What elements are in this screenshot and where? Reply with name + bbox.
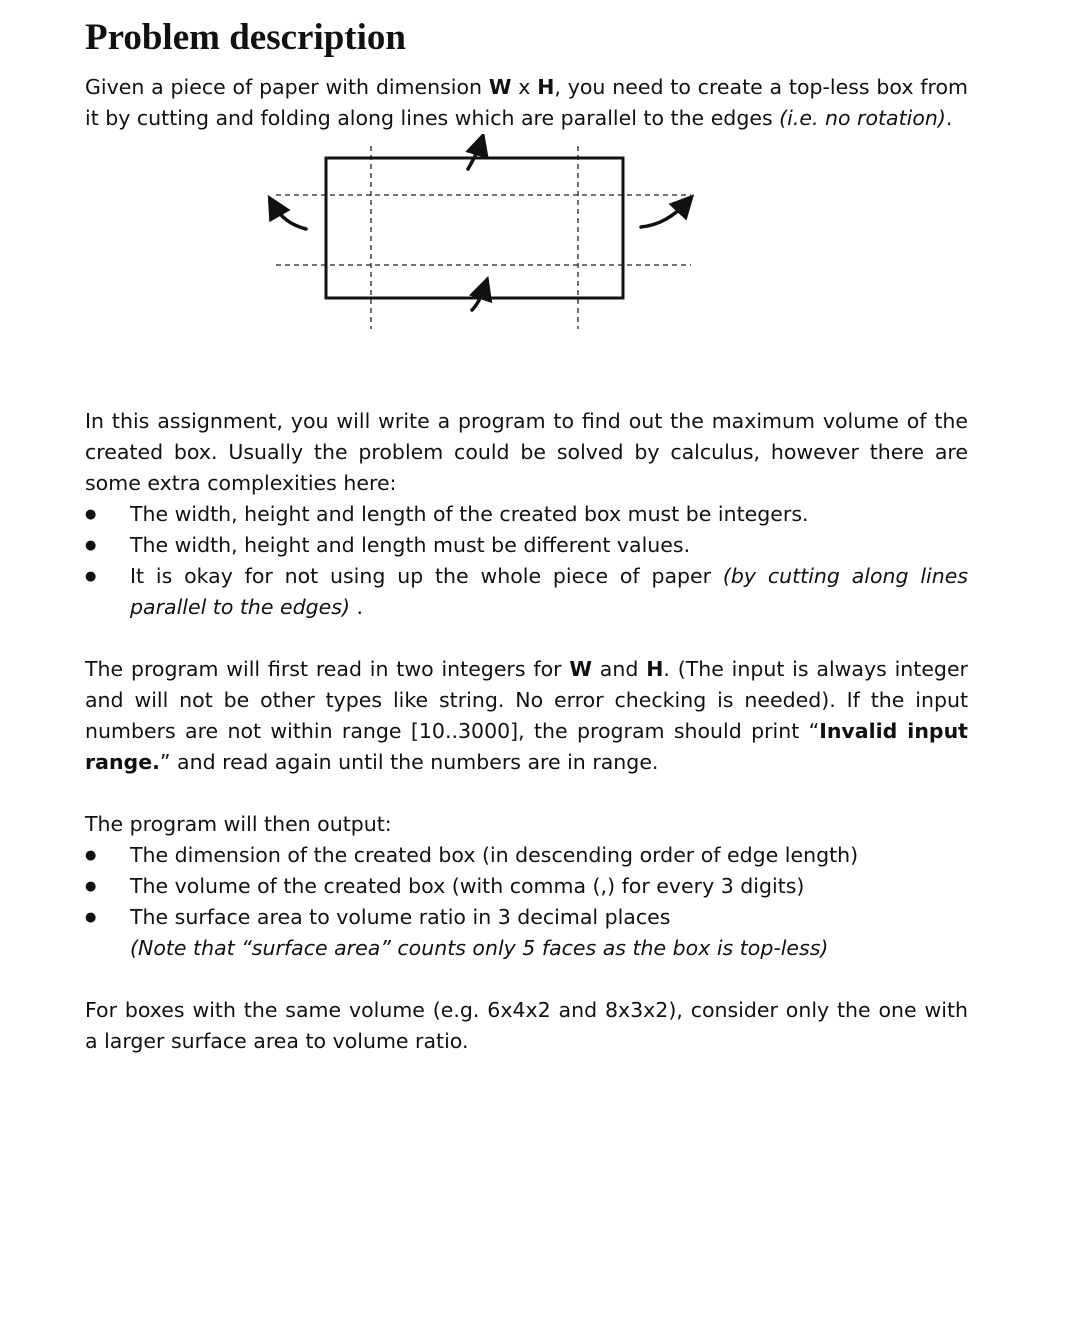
input-text-2: . (The input is always integer and will not be other types like string. No error checking is needed). If the input numbers are not within range [10..3000], the program should print “ [85,657,968,743]
bullet3-italic: (by cutting along lines parallel to the edges) [130,564,968,619]
input-h: H [646,657,664,681]
arrow-top [468,142,481,169]
intro-h: H [537,75,555,99]
input-text: The program will first read in two integers for [85,657,570,681]
fold-arrows [273,142,687,310]
intro-paragraph [85,72,968,134]
constraints-list [85,499,968,623]
fold-lines [276,146,691,329]
arrow-right [641,202,687,227]
input-and: and [591,657,647,681]
same-volume-paragraph: For boxes with the same volume (e.g. 6x4x2 and 8x3x2), consider only the one with a larger surface area to volume ratio. [85,998,968,1053]
document-page [85,14,968,1057]
box-folding-diagram [85,134,968,362]
input-text-3: ” and read again until the numbers are in range. [159,750,659,774]
intro-x: x [511,75,538,99]
list-item [85,561,968,623]
list-item: ● The surface area to volume ratio in 3 decimal places [85,902,968,933]
output-list [85,840,968,933]
surface-area-note [85,933,968,964]
page-title: Problem description [85,17,406,58]
list-item: ● The width, height and length of the created box must be integers. [85,499,968,530]
bullet3-text: It is okay for not using up the whole piece of paper [130,564,723,588]
input-paragraph [85,654,968,778]
list-item: ● The width, height and length must be different values. [85,530,968,561]
bullet3-end: . [349,595,364,619]
input-w: W [569,657,592,681]
list-item: ● The dimension of the created box (in descending order of edge length) [85,840,968,871]
arrow-left [273,204,306,229]
intro-w: W [488,75,512,99]
intro-italic: (i.e. no rotation) [779,106,946,130]
intro-text-2: , you need to create a top-less box from it by cutting and folding along lines which are parallel to the edges [85,75,968,130]
note-italic: (Note that “surface area” counts only 5 faces as the box is top-less) [130,936,829,960]
invalid-message: Invalid input range. [85,719,968,774]
intro-text: Given a piece of paper with dimension [85,75,489,99]
intro-end: . [945,106,953,130]
assignment-paragraph: In this assignment, you will write a program to find out the maximum volume of the created box. Usually the problem could be solved by calculus, however there are some extra complexities here: [85,409,968,495]
list-item: ● The volume of the created box (with comma (,) for every 3 digits) [85,871,968,902]
output-heading: The program will then output: [85,812,392,836]
